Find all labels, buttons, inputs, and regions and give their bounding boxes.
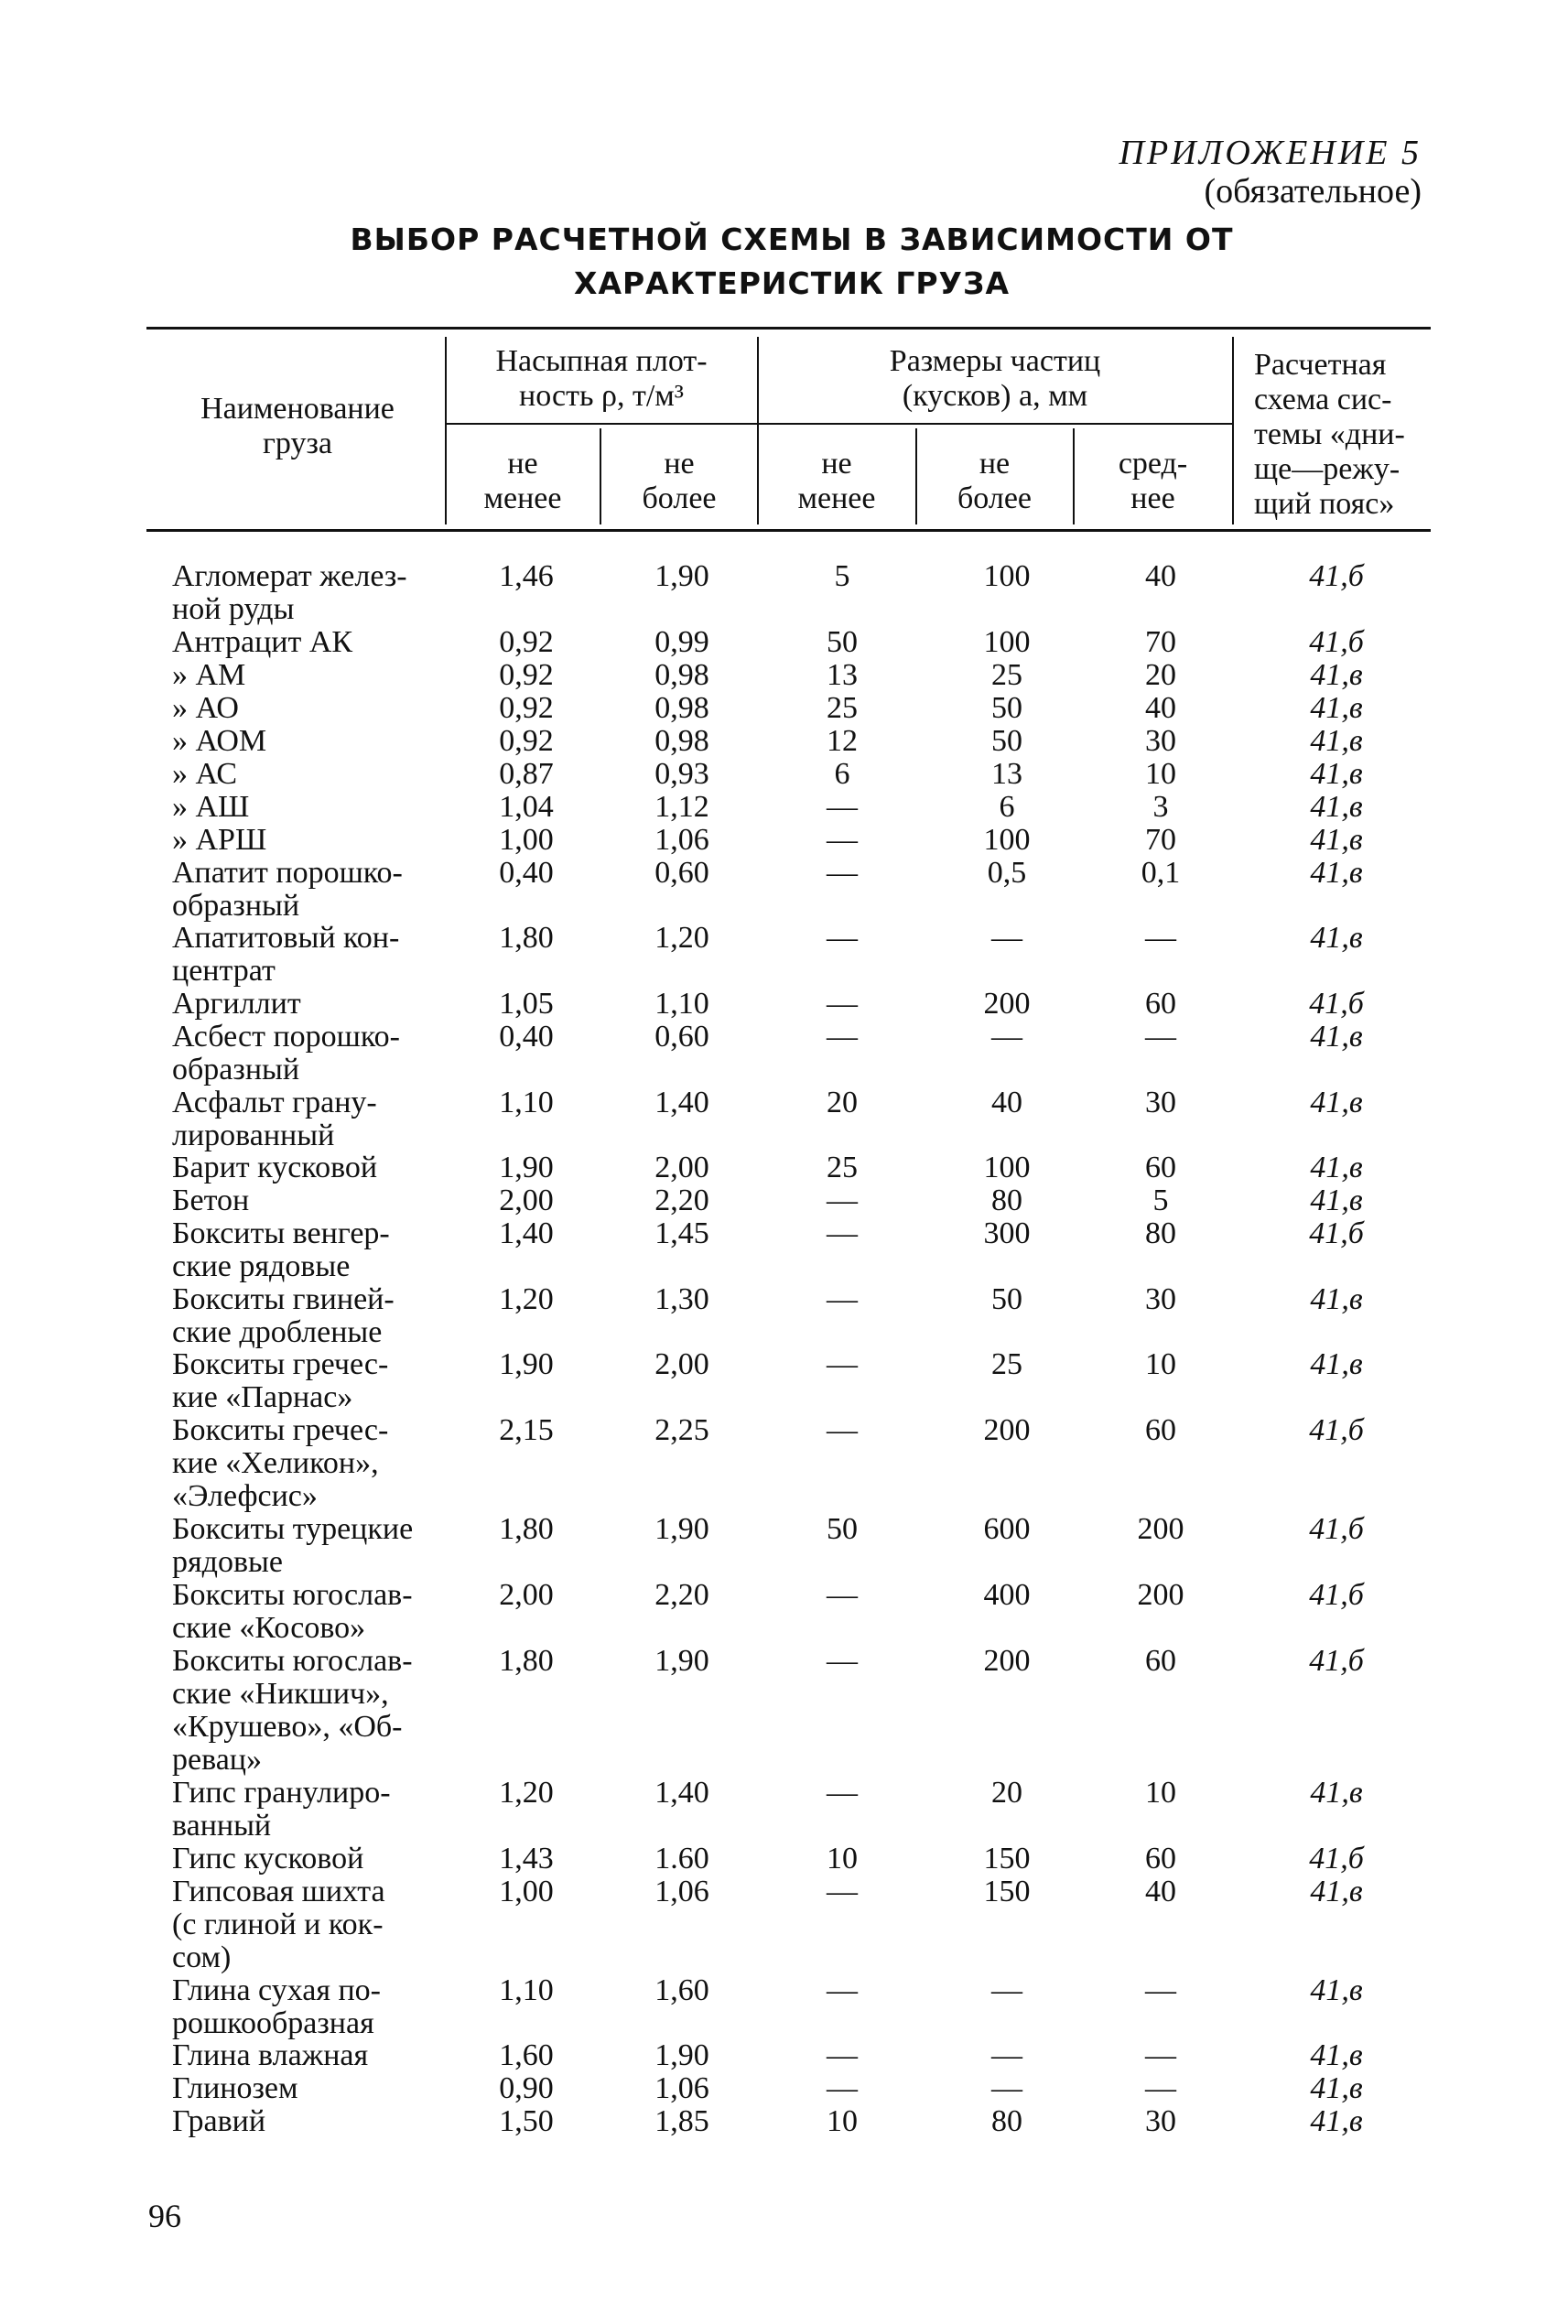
value-cell: — — [827, 1644, 858, 1678]
scheme-cell: 41,б — [1309, 1578, 1364, 1612]
value-cell: 200 — [983, 987, 1031, 1021]
scheme-cell: 41,в — [1310, 691, 1363, 725]
value-cell: 20 — [1145, 658, 1176, 692]
value-cell: 1,20 — [499, 1282, 554, 1316]
scheme-cell: 41,в — [1310, 2038, 1363, 2072]
cargo-name-cell: Гипсовая шихта (с глиной и кок- сом) — [172, 1875, 385, 1974]
value-cell: 1.60 — [654, 1842, 709, 1875]
page-number: 96 — [148, 2198, 181, 2234]
scheme-cell: 41,в — [1310, 1776, 1363, 1810]
value-cell: 30 — [1145, 2104, 1176, 2138]
value-cell: 20 — [827, 1086, 858, 1119]
scheme-cell: 41,в — [1310, 1151, 1363, 1184]
cargo-name-cell: Асбест порошко- образный — [172, 1020, 400, 1086]
cargo-name-cell: Аргиллит — [172, 987, 301, 1021]
value-cell: 10 — [1145, 1347, 1176, 1381]
value-cell: — — [827, 1282, 858, 1316]
value-cell: 2,20 — [654, 1578, 709, 1612]
value-cell: 1,00 — [499, 823, 554, 857]
value-cell: 1,85 — [654, 2104, 709, 2138]
value-cell: 40 — [991, 1086, 1022, 1119]
value-cell: 0,92 — [499, 658, 554, 692]
value-cell: 1,90 — [654, 1644, 709, 1678]
value-cell: 2,00 — [654, 1347, 709, 1381]
value-cell: 0,90 — [499, 2071, 554, 2105]
value-cell: — — [827, 1413, 858, 1447]
scheme-cell: 41,б — [1309, 1413, 1364, 1447]
value-cell: 25 — [827, 1151, 858, 1184]
value-cell: 1,12 — [654, 790, 709, 824]
value-cell: 1,60 — [654, 1973, 709, 2007]
value-cell: 0,5 — [987, 856, 1027, 890]
value-cell: — — [991, 921, 1022, 955]
value-cell: 0,40 — [499, 1020, 554, 1054]
cargo-name-cell: Глина влажная — [172, 2038, 369, 2072]
value-cell: — — [991, 1020, 1022, 1054]
cargo-name-cell: Бокситы югослав- ские «Никшич», «Крушево», «Об- ревац» — [172, 1644, 413, 1777]
value-cell: 150 — [983, 1842, 1031, 1875]
value-cell: 0,99 — [654, 625, 709, 659]
value-cell: 1,46 — [499, 559, 554, 593]
value-cell: 5 — [834, 559, 850, 593]
cargo-name-cell: Бокситы гречес- кие «Хеликон», «Элефсис» — [172, 1413, 389, 1513]
value-cell: 1,40 — [499, 1216, 554, 1250]
scheme-cell: 41,б — [1309, 1216, 1364, 1250]
value-cell: 600 — [983, 1512, 1031, 1546]
scheme-cell: 41,б — [1309, 1512, 1364, 1546]
scheme-cell: 41,б — [1309, 1842, 1364, 1875]
value-cell: 1,40 — [654, 1776, 709, 1810]
value-cell: 1,10 — [654, 987, 709, 1021]
scheme-cell: 41,в — [1310, 757, 1363, 791]
value-cell: 3 — [1152, 790, 1169, 824]
value-cell: 2,00 — [499, 1578, 554, 1612]
scheme-cell: 41,б — [1309, 1644, 1364, 1678]
header-density-min: не менее — [483, 447, 562, 515]
value-cell: 200 — [983, 1413, 1031, 1447]
value-cell: 13 — [827, 658, 858, 692]
table-top-rule — [146, 327, 1431, 330]
value-cell: — — [827, 790, 858, 824]
scheme-cell: 41,в — [1310, 1020, 1363, 1054]
value-cell: 0,98 — [654, 724, 709, 758]
cargo-name-cell: » АС — [172, 757, 238, 791]
value-cell: 1,20 — [654, 921, 709, 955]
value-cell: 150 — [983, 1875, 1031, 1908]
cargo-name-cell: Барит кусковой — [172, 1151, 378, 1184]
scheme-cell: 41,в — [1310, 2104, 1363, 2138]
value-cell: 0,98 — [654, 658, 709, 692]
value-cell: 80 — [991, 2104, 1022, 2138]
value-cell: 60 — [1145, 987, 1176, 1021]
value-cell: 100 — [983, 823, 1031, 857]
scheme-cell: 41,в — [1310, 1282, 1363, 1316]
value-cell: 40 — [1145, 691, 1176, 725]
scheme-cell: 41,в — [1310, 1973, 1363, 2007]
value-cell: 10 — [827, 2104, 858, 2138]
header-separator — [600, 428, 601, 524]
value-cell: — — [827, 1973, 858, 2007]
cargo-name-cell: Бокситы турецкие рядовые — [172, 1512, 414, 1579]
value-cell: — — [827, 1020, 858, 1054]
value-cell: — — [1145, 2071, 1176, 2105]
cargo-name-cell: Апатит порошко- образный — [172, 856, 403, 923]
value-cell: — — [827, 1347, 858, 1381]
value-cell: 1,06 — [654, 823, 709, 857]
scheme-cell: 41,в — [1310, 658, 1363, 692]
value-cell: 25 — [991, 658, 1022, 692]
header-design-scheme: Расчетная схема сис- темы «дни- ще—режу- щий пояс» — [1254, 348, 1405, 521]
value-cell: 50 — [827, 1512, 858, 1546]
scheme-cell: 41,в — [1310, 790, 1363, 824]
scheme-cell: 41,б — [1309, 625, 1364, 659]
value-cell: 1,80 — [499, 921, 554, 955]
value-cell: 5 — [1152, 1184, 1169, 1217]
value-cell: 70 — [1145, 823, 1176, 857]
cargo-name-cell: Глинозем — [172, 2071, 298, 2105]
value-cell: 2,00 — [654, 1151, 709, 1184]
value-cell: 0,92 — [499, 625, 554, 659]
value-cell: 13 — [991, 757, 1022, 791]
value-cell: 6 — [834, 757, 850, 791]
value-cell: — — [827, 2071, 858, 2105]
value-cell: 0,92 — [499, 724, 554, 758]
value-cell: 50 — [991, 724, 1022, 758]
value-cell: — — [827, 856, 858, 890]
value-cell: 200 — [1137, 1578, 1184, 1612]
value-cell: — — [827, 987, 858, 1021]
value-cell: 1,45 — [654, 1216, 709, 1250]
value-cell: 1,90 — [499, 1151, 554, 1184]
value-cell: 1,40 — [654, 1086, 709, 1119]
value-cell: 200 — [1137, 1512, 1184, 1546]
scheme-cell: 41,в — [1310, 724, 1363, 758]
value-cell: 50 — [827, 625, 858, 659]
value-cell: 1,06 — [654, 1875, 709, 1908]
cargo-name-cell: » АМ — [172, 658, 246, 692]
value-cell: 1,90 — [654, 2038, 709, 2072]
scheme-cell: 41,в — [1310, 1347, 1363, 1381]
value-cell: 1,90 — [499, 1347, 554, 1381]
header-separator — [1232, 337, 1234, 524]
scheme-cell: 41,б — [1309, 559, 1364, 593]
appendix-title: ПРИЛОЖЕНИЕ 5 — [1119, 134, 1422, 172]
value-cell: 1,90 — [654, 559, 709, 593]
value-cell: 70 — [1145, 625, 1176, 659]
value-cell: 6 — [999, 790, 1015, 824]
value-cell: 40 — [1145, 1875, 1176, 1908]
value-cell: 100 — [983, 625, 1031, 659]
cargo-name-cell: Асфальт грану- лированный — [172, 1086, 377, 1152]
value-cell: — — [1145, 1973, 1176, 2007]
header-particle-sizes: Размеры частиц (кусков) a, мм — [889, 344, 1101, 413]
appendix-subtitle: (обязательное) — [1204, 172, 1422, 211]
title-line: ВЫБОР РАСЧЕТНОЙ СХЕМЫ В ЗАВИСИМОСТИ ОТ — [350, 222, 1234, 257]
cargo-name-cell: » АРШ — [172, 823, 267, 857]
value-cell: 10 — [827, 1842, 858, 1875]
value-cell: 50 — [991, 691, 1022, 725]
value-cell: 0,40 — [499, 856, 554, 890]
value-cell: 300 — [983, 1216, 1031, 1250]
header-size-max: не более — [957, 447, 1032, 515]
value-cell: 2,00 — [499, 1184, 554, 1217]
value-cell: — — [827, 1776, 858, 1810]
title-line: ХАРАКТЕРИСТИК ГРУЗА — [574, 265, 1010, 301]
header-density-max: не более — [642, 447, 717, 515]
cargo-name-cell: Бокситы югослав- ские «Косово» — [172, 1578, 413, 1645]
value-cell: 80 — [991, 1184, 1022, 1217]
cargo-name-cell: Бокситы гречес- кие «Парнас» — [172, 1347, 389, 1414]
header-size-min: не менее — [797, 447, 876, 515]
scheme-cell: 41,в — [1310, 2071, 1363, 2105]
value-cell: 60 — [1145, 1842, 1176, 1875]
value-cell: 100 — [983, 1151, 1031, 1184]
value-cell: 30 — [1145, 1282, 1176, 1316]
value-cell: — — [991, 2038, 1022, 2072]
value-cell: 1,50 — [499, 2104, 554, 2138]
cargo-name-cell: Гипс кусковой — [172, 1842, 364, 1875]
value-cell: 1,10 — [499, 1973, 554, 2007]
value-cell: 1,05 — [499, 987, 554, 1021]
value-cell: 80 — [1145, 1216, 1176, 1250]
value-cell: 0,93 — [654, 757, 709, 791]
value-cell: — — [827, 1216, 858, 1250]
cargo-name-cell: » АШ — [172, 790, 250, 824]
value-cell: 60 — [1145, 1644, 1176, 1678]
value-cell: — — [1145, 2038, 1176, 2072]
value-cell: 0,60 — [654, 856, 709, 890]
value-cell: — — [1145, 1020, 1176, 1054]
cargo-name-cell: Антрацит АК — [172, 625, 353, 659]
value-cell: 25 — [827, 691, 858, 725]
value-cell: — — [827, 1184, 858, 1217]
value-cell: 1,04 — [499, 790, 554, 824]
value-cell: 1,20 — [499, 1776, 554, 1810]
value-cell: 1,06 — [654, 2071, 709, 2105]
value-cell: 25 — [991, 1347, 1022, 1381]
table-header-rule — [146, 529, 1431, 532]
value-cell: 2,15 — [499, 1413, 554, 1447]
value-cell: 200 — [983, 1644, 1031, 1678]
cargo-name-cell: Бокситы гвиней- ские дробленые — [172, 1282, 395, 1349]
value-cell: — — [991, 1973, 1022, 2007]
value-cell: 1,43 — [499, 1842, 554, 1875]
scheme-cell: 41,в — [1310, 1086, 1363, 1119]
value-cell: 1,90 — [654, 1512, 709, 1546]
value-cell: — — [991, 2071, 1022, 2105]
value-cell: 30 — [1145, 1086, 1176, 1119]
scheme-cell: 41,в — [1310, 921, 1363, 955]
value-cell: 0,87 — [499, 757, 554, 791]
value-cell: 10 — [1145, 757, 1176, 791]
value-cell: 0,60 — [654, 1020, 709, 1054]
value-cell: 1,60 — [499, 2038, 554, 2072]
value-cell: 1,00 — [499, 1875, 554, 1908]
scheme-cell: 41,б — [1309, 987, 1364, 1021]
header-bulk-density: Насыпная плот- ность ρ, т/м³ — [495, 344, 708, 413]
cargo-name-cell: Агломерат желез- ной руды — [172, 559, 407, 626]
value-cell: 1,10 — [499, 1086, 554, 1119]
scheme-cell: 41,в — [1310, 1875, 1363, 1908]
value-cell: 60 — [1145, 1151, 1176, 1184]
value-cell: — — [827, 823, 858, 857]
scheme-cell: 41,в — [1310, 823, 1363, 857]
value-cell: 400 — [983, 1578, 1031, 1612]
value-cell: — — [1145, 921, 1176, 955]
value-cell: — — [827, 1578, 858, 1612]
cargo-name-cell: Гравий — [172, 2104, 266, 2138]
value-cell: 2,20 — [654, 1184, 709, 1217]
cargo-name-cell: Апатитовый кон- центрат — [172, 921, 400, 988]
value-cell: 1,80 — [499, 1512, 554, 1546]
value-cell: — — [827, 921, 858, 955]
value-cell: 0,92 — [499, 691, 554, 725]
cargo-name-cell: Глина сухая по- рошкообразная — [172, 1973, 381, 2040]
value-cell: 50 — [991, 1282, 1022, 1316]
value-cell: 1,80 — [499, 1644, 554, 1678]
value-cell: 20 — [991, 1776, 1022, 1810]
value-cell: 100 — [983, 559, 1031, 593]
value-cell: — — [827, 1875, 858, 1908]
scheme-cell: 41,в — [1310, 856, 1363, 890]
value-cell: 40 — [1145, 559, 1176, 593]
cargo-name-cell: Гипс гранулиро- ванный — [172, 1776, 391, 1843]
value-cell: — — [827, 2038, 858, 2072]
cargo-name-cell: Бетон — [172, 1184, 250, 1217]
value-cell: 10 — [1145, 1776, 1176, 1810]
cargo-name-cell: » АО — [172, 691, 239, 725]
header-size-avg: сред- нее — [1118, 447, 1188, 515]
cargo-name-cell: » АОМ — [172, 724, 267, 758]
value-cell: 2,25 — [654, 1413, 709, 1447]
page-title — [330, 218, 1254, 306]
header-cargo-name: Наименование груза — [200, 392, 395, 460]
value-cell: 0,98 — [654, 691, 709, 725]
scheme-cell: 41,в — [1310, 1184, 1363, 1217]
header-subdivider-rule — [446, 423, 1234, 425]
value-cell: 0,1 — [1141, 856, 1181, 890]
value-cell: 12 — [827, 724, 858, 758]
value-cell: 30 — [1145, 724, 1176, 758]
cargo-name-cell: Бокситы венгер- ские рядовые — [172, 1216, 390, 1283]
value-cell: 1,30 — [654, 1282, 709, 1316]
value-cell: 60 — [1145, 1413, 1176, 1447]
appendix-label — [1119, 134, 1422, 211]
